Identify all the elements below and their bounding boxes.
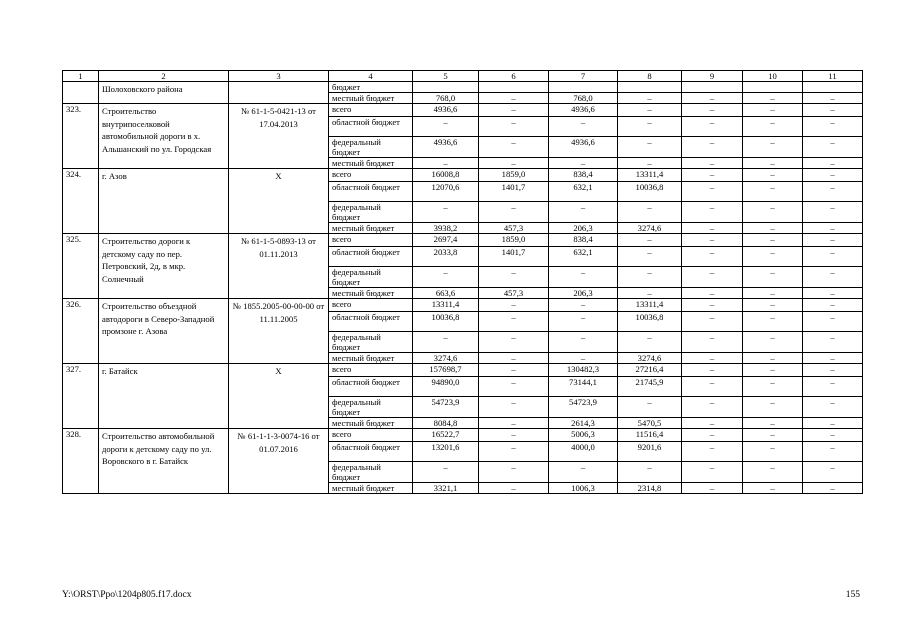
amount-cell: – — [803, 223, 863, 234]
table-row — [63, 364, 863, 377]
amount-cell: – — [682, 169, 743, 182]
amount-cell: 130482,3 — [549, 364, 618, 377]
funding-source: местный бюджет — [329, 288, 413, 299]
funding-source: областной бюджет — [329, 117, 413, 137]
funding-source: всего — [329, 169, 413, 182]
table-body — [63, 71, 863, 494]
item-number: 327. — [63, 364, 99, 429]
amount-cell: 4936,6 — [549, 137, 618, 158]
amount-cell: – — [803, 353, 863, 364]
budget-table — [62, 70, 863, 494]
amount-cell: – — [682, 483, 743, 494]
amount-cell: – — [803, 104, 863, 117]
amount-cell: – — [618, 247, 682, 267]
amount-cell: – — [479, 364, 549, 377]
funding-source: местный бюджет — [329, 158, 413, 169]
amount-cell: – — [682, 288, 743, 299]
amount-cell: – — [549, 202, 618, 223]
amount-cell: – — [803, 137, 863, 158]
amount-cell: – — [479, 202, 549, 223]
funding-source: областной бюджет — [329, 182, 413, 202]
document-ref: Х — [229, 169, 329, 234]
amount-cell: – — [682, 182, 743, 202]
amount-cell: – — [803, 332, 863, 353]
funding-source: областной бюджет — [329, 442, 413, 462]
table-row — [63, 429, 863, 442]
amount-cell: – — [682, 442, 743, 462]
amount-cell: – — [743, 332, 803, 353]
amount-cell: 73144,1 — [549, 377, 618, 397]
amount-cell: – — [682, 202, 743, 223]
funding-source: местный бюджет — [329, 418, 413, 429]
page-number: 155 — [845, 590, 860, 600]
amount-cell: 1401,7 — [479, 247, 549, 267]
amount-cell: – — [479, 332, 549, 353]
amount-cell — [618, 82, 682, 93]
amount-cell: 21745,9 — [618, 377, 682, 397]
amount-cell: 2614,3 — [549, 418, 618, 429]
amount-cell: – — [743, 442, 803, 462]
amount-cell: 2033,8 — [413, 247, 479, 267]
amount-cell: – — [682, 397, 743, 418]
amount-cell: – — [743, 364, 803, 377]
amount-cell: 1401,7 — [479, 182, 549, 202]
amount-cell: – — [618, 137, 682, 158]
amount-cell: – — [479, 442, 549, 462]
amount-cell: – — [743, 288, 803, 299]
object-name: г. Азов — [99, 169, 229, 234]
amount-cell: 838,4 — [549, 234, 618, 247]
amount-cell: – — [682, 234, 743, 247]
amount-cell — [413, 82, 479, 93]
object-name: Строительство объездной автодороги в Северо-Западной промзоне г. Азова — [99, 299, 229, 364]
amount-cell: 1859,0 — [479, 234, 549, 247]
amount-cell: – — [618, 332, 682, 353]
amount-cell: – — [479, 429, 549, 442]
header-cell: 11 — [803, 71, 863, 82]
amount-cell: 3274,6 — [413, 353, 479, 364]
item-number: 326. — [63, 299, 99, 364]
amount-cell: – — [618, 202, 682, 223]
amount-cell: – — [479, 137, 549, 158]
amount-cell: 13201,6 — [413, 442, 479, 462]
funding-source: федеральный бюджет — [329, 332, 413, 353]
funding-source: федеральный бюджет — [329, 202, 413, 223]
amount-cell: 11516,4 — [618, 429, 682, 442]
amount-cell: – — [549, 332, 618, 353]
funding-source: федеральный бюджет — [329, 397, 413, 418]
amount-cell: – — [743, 247, 803, 267]
funding-source: областной бюджет — [329, 247, 413, 267]
amount-cell: – — [549, 353, 618, 364]
amount-cell: 10036,8 — [413, 312, 479, 332]
amount-cell: – — [479, 117, 549, 137]
amount-cell — [479, 82, 549, 93]
amount-cell: – — [803, 418, 863, 429]
amount-cell: – — [743, 353, 803, 364]
amount-cell: 768,0 — [413, 93, 479, 104]
amount-cell: – — [618, 93, 682, 104]
amount-cell: – — [549, 299, 618, 312]
amount-cell: 8084,8 — [413, 418, 479, 429]
header-cell: 6 — [479, 71, 549, 82]
funding-source: всего — [329, 234, 413, 247]
amount-cell: – — [413, 267, 479, 288]
amount-cell — [743, 82, 803, 93]
amount-cell: – — [682, 223, 743, 234]
amount-cell: – — [743, 223, 803, 234]
header-cell: 4 — [329, 71, 413, 82]
amount-cell: 12070,6 — [413, 182, 479, 202]
amount-cell: – — [803, 247, 863, 267]
header-cell: 2 — [99, 71, 229, 82]
header-cell: 1 — [63, 71, 99, 82]
amount-cell: – — [803, 397, 863, 418]
funding-source: местный бюджет — [329, 93, 413, 104]
amount-cell: 157698,7 — [413, 364, 479, 377]
amount-cell: 4000,0 — [549, 442, 618, 462]
amount-cell: 2697,4 — [413, 234, 479, 247]
amount-cell — [803, 82, 863, 93]
table-row — [63, 234, 863, 247]
amount-cell: – — [549, 158, 618, 169]
amount-cell: – — [479, 377, 549, 397]
amount-cell: – — [682, 93, 743, 104]
amount-cell: – — [682, 312, 743, 332]
amount-cell: – — [743, 299, 803, 312]
amount-cell: – — [618, 234, 682, 247]
amount-cell: 1006,3 — [549, 483, 618, 494]
header-cell: 9 — [682, 71, 743, 82]
amount-cell: 13311,4 — [618, 169, 682, 182]
amount-cell: – — [803, 234, 863, 247]
amount-cell: 768,0 — [549, 93, 618, 104]
amount-cell: 3274,6 — [618, 353, 682, 364]
funding-source: местный бюджет — [329, 223, 413, 234]
amount-cell: 4936,6 — [413, 137, 479, 158]
amount-cell: – — [479, 93, 549, 104]
amount-cell: 4936,6 — [413, 104, 479, 117]
table-row — [63, 169, 863, 182]
amount-cell: – — [479, 158, 549, 169]
amount-cell: – — [618, 462, 682, 483]
amount-cell: 27216,4 — [618, 364, 682, 377]
amount-cell: – — [479, 312, 549, 332]
amount-cell: – — [803, 429, 863, 442]
amount-cell: – — [682, 158, 743, 169]
amount-cell: – — [743, 377, 803, 397]
amount-cell: 632,1 — [549, 182, 618, 202]
document-ref: Х — [229, 364, 329, 429]
amount-cell: 54723,9 — [413, 397, 479, 418]
item-number — [63, 82, 99, 104]
amount-cell: – — [618, 104, 682, 117]
amount-cell: 838,4 — [549, 169, 618, 182]
amount-cell: 632,1 — [549, 247, 618, 267]
amount-cell: – — [682, 267, 743, 288]
item-number: 323. — [63, 104, 99, 169]
amount-cell: 13311,4 — [618, 299, 682, 312]
amount-cell: – — [682, 104, 743, 117]
amount-cell: – — [743, 93, 803, 104]
amount-cell: – — [479, 397, 549, 418]
amount-cell: 663,6 — [413, 288, 479, 299]
amount-cell: – — [743, 429, 803, 442]
amount-cell: – — [803, 288, 863, 299]
amount-cell: – — [682, 364, 743, 377]
document-ref — [229, 82, 329, 104]
amount-cell: – — [803, 202, 863, 223]
amount-cell: – — [743, 104, 803, 117]
table-row — [63, 299, 863, 312]
amount-cell: – — [803, 169, 863, 182]
amount-cell: 10036,8 — [618, 312, 682, 332]
header-cell: 3 — [229, 71, 329, 82]
document-ref: № 61-1-5-0893-13 от 01.11.2013 — [229, 234, 329, 299]
amount-cell: 3274,6 — [618, 223, 682, 234]
amount-cell: – — [803, 158, 863, 169]
amount-cell: – — [682, 299, 743, 312]
amount-cell: – — [743, 234, 803, 247]
header-cell: 7 — [549, 71, 618, 82]
amount-cell: – — [682, 377, 743, 397]
amount-cell: – — [479, 267, 549, 288]
funding-source: федеральный бюджет — [329, 267, 413, 288]
amount-cell: – — [743, 117, 803, 137]
amount-cell: – — [743, 483, 803, 494]
footer-file-path: Y:\ORST\Ppo\1204p805.f17.docx — [62, 590, 192, 600]
amount-cell: – — [803, 299, 863, 312]
amount-cell: – — [743, 158, 803, 169]
amount-cell: – — [479, 462, 549, 483]
amount-cell: – — [479, 418, 549, 429]
amount-cell: – — [803, 377, 863, 397]
amount-cell: 5470,5 — [618, 418, 682, 429]
amount-cell — [549, 82, 618, 93]
table-row — [63, 82, 863, 93]
amount-cell: 457,3 — [479, 223, 549, 234]
amount-cell: 10036,8 — [618, 182, 682, 202]
amount-cell: – — [549, 267, 618, 288]
amount-cell: 4936,6 — [549, 104, 618, 117]
amount-cell: – — [803, 117, 863, 137]
funding-source: местный бюджет — [329, 483, 413, 494]
funding-source: местный бюджет — [329, 353, 413, 364]
amount-cell: – — [549, 312, 618, 332]
object-name: г. Батайск — [99, 364, 229, 429]
funding-source: всего — [329, 429, 413, 442]
amount-cell: – — [479, 104, 549, 117]
amount-cell: – — [479, 353, 549, 364]
object-name: Шолоховского района — [99, 82, 229, 104]
amount-cell: 457,3 — [479, 288, 549, 299]
amount-cell: – — [682, 418, 743, 429]
amount-cell: – — [743, 312, 803, 332]
amount-cell: – — [743, 169, 803, 182]
amount-cell — [682, 82, 743, 93]
amount-cell: – — [479, 483, 549, 494]
amount-cell: – — [413, 332, 479, 353]
amount-cell: 3321,1 — [413, 483, 479, 494]
object-name: Строительство автомобильной дороги к детскому саду по ул. Воровского в г. Батайск — [99, 429, 229, 494]
document-ref: № 1855.2005-00-00-00 от 11.11.2005 — [229, 299, 329, 364]
amount-cell: 5006,3 — [549, 429, 618, 442]
amount-cell: – — [618, 397, 682, 418]
funding-source: бюджет — [329, 82, 413, 93]
item-number: 325. — [63, 234, 99, 299]
amount-cell: 13311,4 — [413, 299, 479, 312]
amount-cell: – — [618, 267, 682, 288]
amount-cell: 16008,8 — [413, 169, 479, 182]
header-row — [63, 71, 863, 82]
amount-cell: – — [549, 117, 618, 137]
amount-cell: 1859,0 — [479, 169, 549, 182]
amount-cell: – — [682, 137, 743, 158]
funding-source: федеральный бюджет — [329, 137, 413, 158]
amount-cell: – — [803, 364, 863, 377]
amount-cell: 94890,0 — [413, 377, 479, 397]
item-number: 328. — [63, 429, 99, 494]
funding-source: областной бюджет — [329, 312, 413, 332]
amount-cell: – — [413, 158, 479, 169]
amount-cell: – — [803, 93, 863, 104]
amount-cell: – — [682, 353, 743, 364]
amount-cell: – — [413, 202, 479, 223]
amount-cell: – — [743, 202, 803, 223]
amount-cell: – — [803, 182, 863, 202]
amount-cell: 3938,2 — [413, 223, 479, 234]
amount-cell: – — [803, 483, 863, 494]
document-ref: № 61-1-1-3-0074-16 от 01.07.2016 — [229, 429, 329, 494]
funding-source: областной бюджет — [329, 377, 413, 397]
amount-cell: – — [743, 462, 803, 483]
document-ref: № 61-1-5-0421-13 от 17.04.2013 — [229, 104, 329, 169]
amount-cell: 206,3 — [549, 223, 618, 234]
amount-cell: – — [682, 429, 743, 442]
amount-cell: 2314,8 — [618, 483, 682, 494]
funding-source: всего — [329, 364, 413, 377]
amount-cell: – — [743, 182, 803, 202]
header-cell: 8 — [618, 71, 682, 82]
object-name: Строительство внутрипоселковой автомобильной дороги в х. Альшанский по ул. Городская — [99, 104, 229, 169]
amount-cell: – — [682, 117, 743, 137]
item-number: 324. — [63, 169, 99, 234]
funding-source: всего — [329, 299, 413, 312]
amount-cell: – — [803, 312, 863, 332]
amount-cell: – — [803, 442, 863, 462]
amount-cell: – — [682, 462, 743, 483]
amount-cell: 54723,9 — [549, 397, 618, 418]
amount-cell: – — [618, 288, 682, 299]
object-name: Строительство дороги к детскому саду по пер. Петровский, 2д, в мкр. Солнечный — [99, 234, 229, 299]
amount-cell: – — [549, 462, 618, 483]
funding-source: всего — [329, 104, 413, 117]
amount-cell: – — [743, 137, 803, 158]
amount-cell: – — [682, 247, 743, 267]
amount-cell: 9201,6 — [618, 442, 682, 462]
amount-cell: – — [743, 418, 803, 429]
amount-cell: – — [618, 158, 682, 169]
amount-cell: – — [803, 462, 863, 483]
amount-cell: – — [743, 397, 803, 418]
amount-cell: – — [479, 299, 549, 312]
amount-cell: – — [618, 117, 682, 137]
header-cell: 5 — [413, 71, 479, 82]
amount-cell: – — [413, 462, 479, 483]
funding-source: федеральный бюджет — [329, 462, 413, 483]
header-cell: 10 — [743, 71, 803, 82]
amount-cell: 16522,7 — [413, 429, 479, 442]
table-row — [63, 104, 863, 117]
amount-cell: – — [743, 267, 803, 288]
amount-cell: – — [413, 117, 479, 137]
amount-cell: 206,3 — [549, 288, 618, 299]
amount-cell: – — [803, 267, 863, 288]
amount-cell: – — [682, 332, 743, 353]
